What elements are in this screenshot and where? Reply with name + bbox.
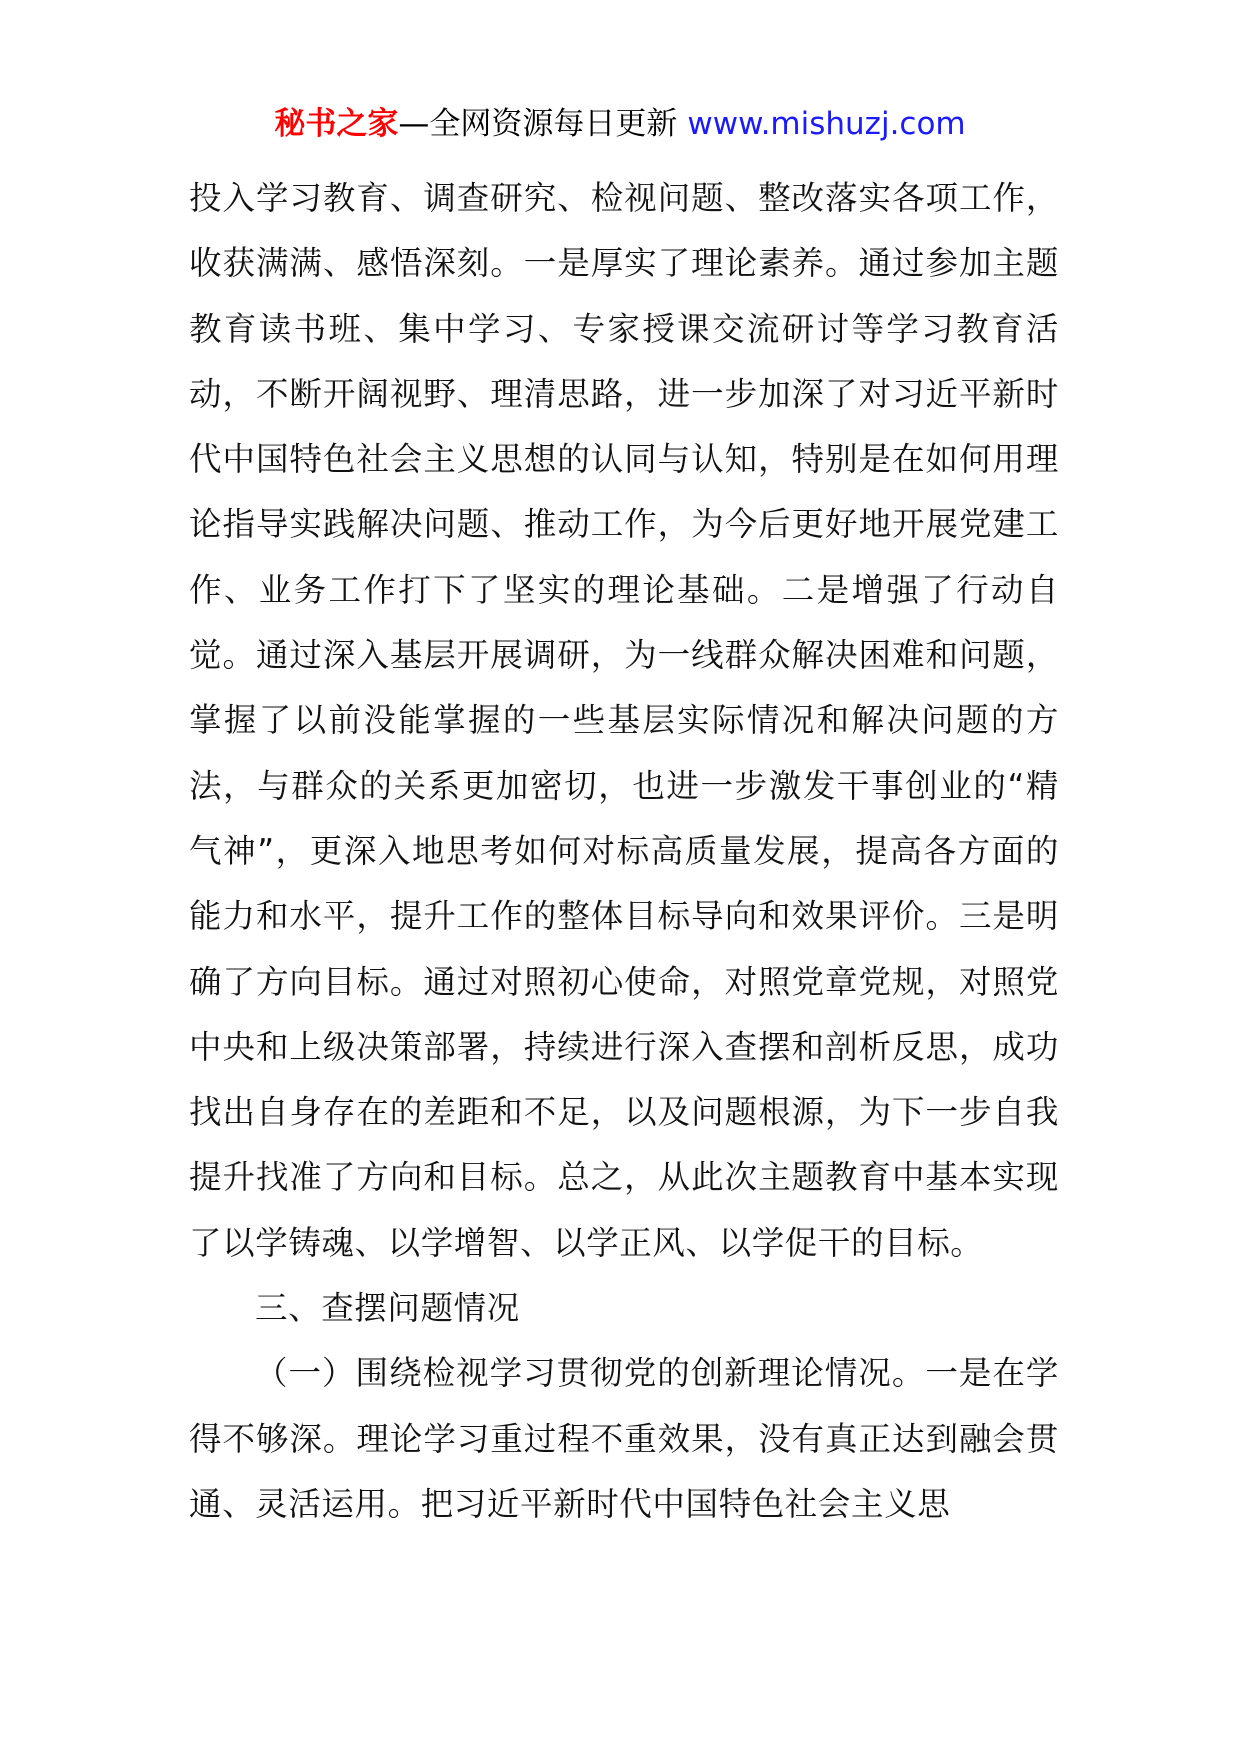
site-brand: 秘书之家: [274, 106, 399, 142]
body-paragraph: 投入学习教育、调查研究、检视问题、整改落实各项工作，收获满满、感悟深刻。一是厚实了理论素养。通过参加主题教育读书班、集中学习、专家授课交流研讨等学习教育活动，不断开阔视野、理清思路，进一步加深了对习近平新时代中国特色社会主义思想的认同与认知，特别是在如何用理论指导实践解决问题、推动工作，为今后更好地开展党建工作、业务工作打下了坚实的理论基础。二是增强了行动自觉。通过深入基层开展调研，为一线群众解决困难和问题，掌握了以前没能掌握的一些基层实际情况和解决问题的方法，与群众的关系更加密切，也进一步激发干事创业的“精气神”，更深入地思考如何对标高质量发展，提高各方面的能力和水平，提升工作的整体目标导向和效果评价。三是明确了方向目标。通过对照初心使命，对照党章党规，对照党中央和上级决策部署，持续进行深入查摆和剖析反思，成功找出自身存在的差距和不足，以及问题根源，为下一步自我提升找准了方向和目标。总之，从此次主题教育中基本实现了以学铸魂、以学增智、以学正风、以学促干的目标。: [189, 179, 1059, 1262]
section-heading: 三、查摆问题情况: [255, 1289, 520, 1328]
site-header: [0, 102, 1240, 146]
body-paragraph: （一）围绕检视学习贯彻党的创新理论情况。一是在学得不够深。理论学习重过程不重效果，没有真正达到融会贯通、灵活运用。把习近平新时代中国特色社会主义思: [189, 1354, 1059, 1523]
document-body: [189, 166, 1059, 1537]
site-url[interactable]: www.mishuzj.com: [687, 106, 966, 142]
site-slogan: —全网资源每日更新: [398, 106, 678, 142]
